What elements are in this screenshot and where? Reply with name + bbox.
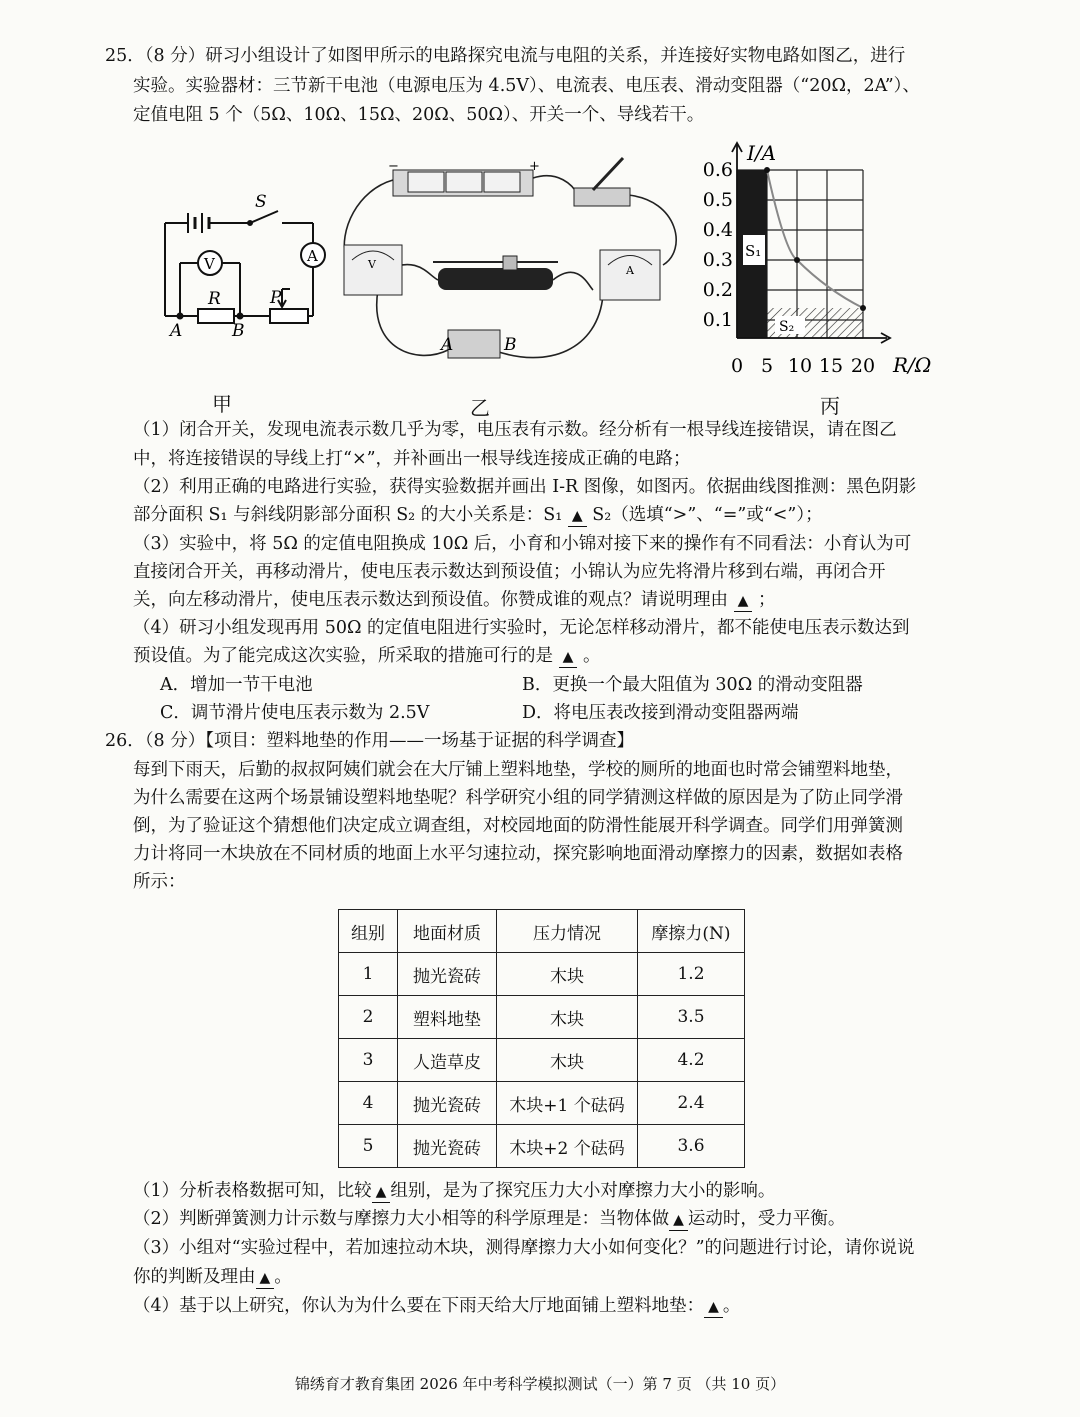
q26-line: 每到下雨天，后勤的叔叔阿姨们就会在大厅铺上塑料地垫，学校的厕所的地面也时常会铺塑料地垫， bbox=[133, 760, 903, 780]
q26-part4: （4）基于以上研究，你认为为什么要在下雨天给大厅地面铺上塑料地垫： ▲ 。 bbox=[133, 1296, 741, 1316]
y-tick: 0.4 bbox=[702, 219, 733, 241]
figure-caption-jia: 甲 bbox=[212, 392, 232, 416]
q26-part3: （3）小组对“实验过程中，若加速拉动木块，测得摩擦力大小如何变化？”的问题进行讨论，请你说说 bbox=[133, 1238, 915, 1258]
y-tick: 0.3 bbox=[702, 249, 733, 271]
q26-part3-cont: 你的判断及理由 ▲ 。 bbox=[133, 1267, 292, 1287]
x-tick: 10 bbox=[787, 355, 813, 377]
q25-part1-cont: 中，将连接错误的导线上打“×”，并补画出一根导线连接成正确的电路； bbox=[133, 449, 691, 469]
s1-label: S₁ bbox=[745, 242, 762, 260]
q25-part3: （3）实验中，将 5Ω 的定值电阻换成 10Ω 后，小育和小锦对接下来的操作有不同看法：小育认为可 bbox=[133, 534, 912, 554]
answer-blank[interactable]: ▲ bbox=[568, 505, 587, 527]
y-tick: 0.6 bbox=[702, 159, 733, 181]
battery-plus-label: + bbox=[529, 159, 540, 174]
q25-part3-cont: 关，向左移动滑片，使电压表示数达到预设值。你赞成谁的观点？请说明理由 ▲ ； bbox=[133, 590, 776, 610]
q25-part2: （2）利用正确的电路进行实验，获得实验数据并画出 I-R 图像，如图丙。依据曲线图推测：黑色阴影 bbox=[133, 477, 917, 497]
table-row: 1 抛光瓷砖 木块 1.2 bbox=[339, 953, 745, 996]
q25-heading: 25．（8 分）研习小组设计了如图甲所示的电路探究电流与电阻的关系，并连接好实物电路如图乙，进行 bbox=[105, 46, 906, 66]
switch-label: S bbox=[255, 192, 267, 212]
answer-blank[interactable]: ▲ bbox=[372, 1181, 391, 1203]
option-a: A．增加一节干电池 bbox=[160, 675, 313, 695]
q26-part2: （2）判断弹簧测力计示数与摩擦力大小相等的科学原理是：当物体做 ▲ 运动时，受力平衡。 bbox=[133, 1209, 846, 1229]
x-tick: 15 bbox=[818, 355, 844, 377]
x-tick: 20 bbox=[850, 355, 876, 377]
q26-line: 倒，为了验证这个猜想他们决定成立调查组，对校园地面的防滑性能展开科学调查。同学们用弹簧测 bbox=[133, 816, 903, 836]
table-header: 组别 bbox=[339, 910, 398, 953]
q25-line: 实验。实验器材：三节新干电池（电源电压为 4.5V）、电流表、电压表、滑动变阻器（“20Ω，2A”）、 bbox=[133, 76, 920, 96]
answer-blank[interactable]: ▲ bbox=[734, 590, 753, 612]
resistor-a-label: A bbox=[441, 335, 454, 355]
table-header-row bbox=[339, 910, 745, 953]
ammeter-text: A bbox=[626, 264, 634, 277]
q25-line: 定值电阻 5 个（5Ω、10Ω、15Ω、20Ω、50Ω）、开关一个、导线若干。 bbox=[133, 105, 705, 125]
table-row: 3 人造草皮 木块 4.2 bbox=[339, 1039, 745, 1082]
q26-part1: （1）分析表格数据可知，比较 ▲ 组别，是为了探究压力大小对摩擦力大小的影响。 bbox=[133, 1181, 776, 1201]
battery-minus-label: − bbox=[388, 159, 399, 174]
x-tick: 5 bbox=[760, 355, 774, 377]
y-tick: 0.1 bbox=[702, 309, 733, 331]
answer-blank[interactable]: ▲ bbox=[669, 1209, 688, 1231]
q25-part1: （1）闭合开关，发现电流表示数几乎为零，电压表有示数。经分析有一根导线连接错误，请在图乙 bbox=[133, 420, 897, 440]
option-b: B．更换一个最大阻值为 30Ω 的滑动变阻器 bbox=[522, 675, 863, 695]
ammeter-label: A bbox=[307, 247, 318, 265]
y-tick: 0.2 bbox=[702, 279, 733, 301]
voltmeter-label: V bbox=[204, 255, 215, 273]
table-header: 地面材质 bbox=[398, 910, 497, 953]
friction-data-table bbox=[338, 909, 745, 1168]
answer-blank[interactable]: ▲ bbox=[704, 1296, 723, 1318]
table-row: 2 塑料地垫 木块 3.5 bbox=[339, 996, 745, 1039]
voltmeter-text: V bbox=[368, 258, 376, 271]
option-d: D．将电压表改接到滑动变阻器两端 bbox=[522, 703, 799, 723]
y-axis-label: I/A bbox=[747, 141, 777, 165]
answer-blank[interactable]: ▲ bbox=[256, 1267, 275, 1289]
q26-heading: 26．（8 分）【项目：塑料地垫的作用——一场基于证据的科学调查】 bbox=[105, 731, 634, 751]
i-r-graph-bing bbox=[695, 140, 955, 385]
q26-line: 所示： bbox=[133, 872, 186, 892]
s2-label: S₂ bbox=[779, 319, 795, 335]
i-r-curve bbox=[767, 170, 863, 308]
table-row: 5 抛光瓷砖 木块+2 个砝码 3.6 bbox=[339, 1125, 745, 1168]
page-footer: 锦绣育才教育集团 2026 年中考科学模拟测试（一）第 7 页 （共 10 页） bbox=[294, 1375, 786, 1393]
table-header: 压力情况 bbox=[497, 910, 638, 953]
q26-line: 为什么需要在这两个场景铺设塑料地垫呢？科学研究小组的同学猜测这样做的原因是为了防止同学滑 bbox=[133, 788, 903, 808]
slider-label: P bbox=[270, 288, 282, 308]
option-c: C．调节滑片使电压表示数为 2.5V bbox=[160, 703, 430, 723]
resistor-label: R bbox=[208, 289, 221, 309]
q25-part4: （4）研习小组发现再用 50Ω 的定值电阻进行实验时，无论怎样移动滑片，都不能使电压表示数达到 bbox=[133, 618, 910, 638]
point-a-label: A bbox=[170, 321, 183, 341]
table-row: 4 抛光瓷砖 木块+1 个砝码 2.4 bbox=[339, 1082, 745, 1125]
y-tick: 0.5 bbox=[702, 189, 733, 211]
point-b-label: B bbox=[232, 321, 245, 341]
q25-part4-cont: 预设值。为了能完成这次实验，所采取的措施可行的是 ▲ 。 bbox=[133, 646, 601, 666]
q25-part3-cont: 直接闭合开关，再移动滑片，使电压表示数达到预设值；小锦认为应先将滑片移到右端，再闭合开 bbox=[133, 562, 886, 582]
table-header: 摩擦力(N) bbox=[638, 910, 745, 953]
answer-blank[interactable]: ▲ bbox=[559, 646, 578, 668]
figure-caption-yi: 乙 bbox=[470, 396, 490, 420]
x-tick: 0 bbox=[730, 355, 744, 377]
resistor-b-label: B bbox=[504, 335, 517, 355]
q25-part2-cont: 部分面积 S₁ 与斜线阴影部分面积 S₂ 的大小关系是：S₁ ▲ S₂（选填“>”、“=”或“<”）； bbox=[133, 505, 823, 525]
q26-line: 力计将同一木块放在不同材质的地面上水平匀速拉动，探究影响地面滑动摩擦力的因素，数据如表格 bbox=[133, 844, 903, 864]
circuit-diagram-jia bbox=[150, 185, 330, 345]
x-axis-label: R/Ω bbox=[893, 353, 932, 377]
physical-circuit-yi bbox=[338, 150, 698, 382]
figure-caption-bing: 丙 bbox=[820, 394, 840, 418]
